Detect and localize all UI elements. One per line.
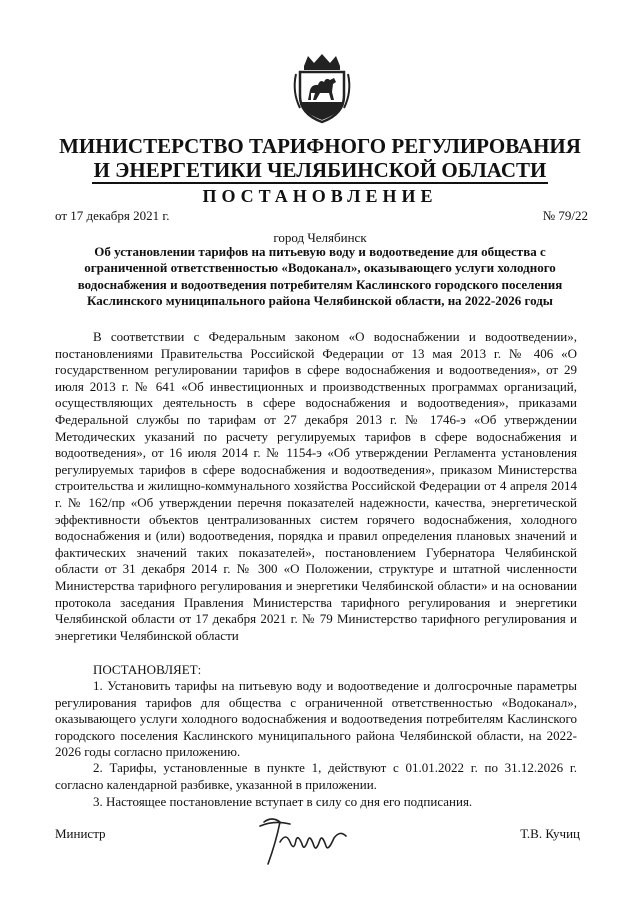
document-type: ПОСТАНОВЛЕНИЕ <box>202 186 438 206</box>
item-1-text: 1. Установить тарифы на питьевую воду и водоотведение и долгосрочные параметры регулирования тарифов для общества с ограниченной ответственностью «Водоканал», оказывающего услуги холодного водоснабжения и водоотведения потребителям Каслинского городского поселения Каслинского муниципального района Челябинской области, на 2022-2026 годы согласно приложению. <box>55 678 577 760</box>
document-city: город Челябинск <box>273 230 367 245</box>
resolves-heading: ПОСТАНОВЛЯЕТ: <box>93 662 202 677</box>
item-1 <box>55 678 577 761</box>
document-date: от 17 декабря 2021 г. <box>55 208 170 223</box>
item-3-text: 3. Настоящее постановление вступает в силу со дня его подписания. <box>93 794 473 809</box>
preamble-paragraph <box>55 329 577 644</box>
item-3 <box>55 794 577 811</box>
signature-mark <box>250 812 370 872</box>
document-title: Об установлении тарифов на питьевую воду и водоотведение для общества с ограниченной ответственностью «Водоканал», оказывающего услуги холодного водоснабжения и водоотведения потребителям Каслинского городского поселения Каслинского муниципального района Челябинской области, на 2022-2026 годы <box>77 244 563 309</box>
item-2-text: 2. Тарифы, установленные в пункте 1, действуют с 01.01.2022 г. по 31.12.2026 г. согласно календарной разбивке, указанной в приложении. <box>55 760 577 792</box>
header-divider <box>92 182 548 184</box>
signer-name: Т.В. Кучиц <box>520 826 580 841</box>
ministry-name-line1: МИНИСТЕРСТВО ТАРИФНОГО РЕГУЛИРОВАНИЯ <box>59 134 581 158</box>
ministry-name-line2: И ЭНЕРГЕТИКИ ЧЕЛЯБИНСКОЙ ОБЛАСТИ <box>93 158 547 182</box>
preamble-text: В соответствии с Федеральным законом «О водоснабжении и водоотведении», постановлениями Правительства Российской Федерации от 13 мая 2013 г. № 406 «О государственном регулировании тарифов в сфере водоснабжения и водоотведения», от 29 июля 2013 г. № 641 «Об инвестиционных и производственных программах организаций, осуществляющих деятельность в сфере водоснабжения и водоотведения», приказами Федеральной службы по тарифам от 27 декабря 2013 г. № 1746-э «Об утверждении Методических указаний по расчету регулируемых тарифов в сфере водоснабжения и водоотведения», от 16 июля 2014 г. № 1154-э «Об утверждении Регламента установления регулируемых тарифов в сфере водоснабжения и водоотведения», приказом Министерства строительства и жилищно-коммунального хозяйства Российской Федерации от 4 апреля 2014 г. № 162/пр «Об утверждении перечня показателей надежности, качества, энергетической эффективности объектов централизованных систем горячего водоснабжения, холодного водоснабжения и (или) водоотведения, порядка и правил определения плановых значений и фактических значений таких показателей», постановлением Губернатора Челябинской области от 31 декабря 2014 г. № 300 «О Положении, структуре и штатной численности Министерства тарифного регулирования и энергетики Челябинской области» и на основании протокола заседания Правления Министерства тарифного регулирования и энергетики Челябинской области от 17 декабря 2021 г. № 79 Министерство тарифного регулирования и энергетики Челябинской области <box>55 329 577 643</box>
item-2 <box>55 760 577 793</box>
document-number: № 79/22 <box>542 208 588 223</box>
signer-role: Министр <box>55 826 106 841</box>
coat-of-arms-icon <box>290 52 354 124</box>
